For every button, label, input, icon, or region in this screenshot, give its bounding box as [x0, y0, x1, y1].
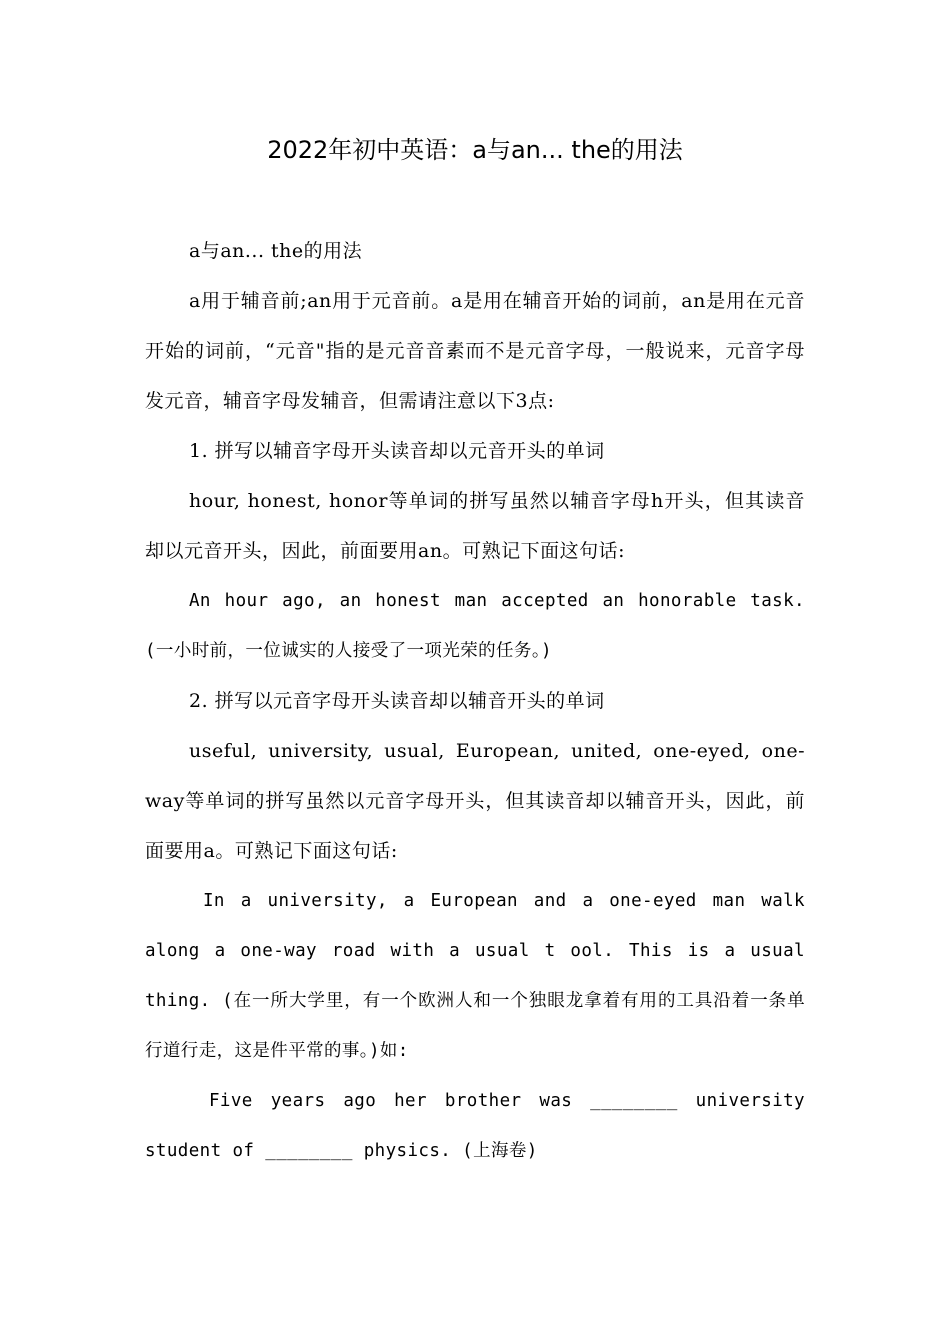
paragraph-example-2: In a university, a European and a one-eyed man walk along a one-way road with a usual t ool. This is a usual thing. (在一所大学里，有一个欧洲人和一个独眼龙拿着有用的工具沿着一条单行道行走，这是件平常的事。)如:: [145, 891, 805, 1061]
document-body: [145, 226, 805, 1176]
paragraph-point-1-explanation: hour, honest, honor等单词的拼写虽然以辅音字母h开头，但其读音却以元音开头，因此，前面要用an。可熟记下面这句话:: [145, 490, 805, 562]
paragraph-example-1: An hour ago, an honest man accepted an honorable task.(一小时前，一位诚实的人接受了一项光荣的任务。): [145, 591, 805, 661]
paragraph-point-2-explanation: useful, university, usual, European, united, one-eyed, one-way等单词的拼写虽然以元音字母开头，但其读音却以辅音开头，因此，前面要用a。可熟记下面这句话:: [145, 740, 805, 862]
paragraph-exercise: Five years ago her brother was ________ university student of ________ physics. (上海卷): [145, 1091, 805, 1161]
paragraph-heading: a与an... the的用法: [189, 240, 363, 262]
document-title: 2022年初中英语：a与an... the的用法: [267, 136, 683, 164]
paragraph-rule: a用于辅音前;an用于元音前。a是用在辅音开始的词前，an是用在元音开始的词前，“元音"指的是元音音素而不是元音字母，一般说来，元音字母发元音，辅音字母发辅音，但需请注意以下3点:: [145, 290, 805, 412]
paragraph-point-2: 2. 拼写以元音字母开头读音却以辅音开头的单词: [189, 690, 605, 712]
paragraph-point-1: 1. 拼写以辅音字母开头读音却以元音开头的单词: [189, 440, 605, 462]
